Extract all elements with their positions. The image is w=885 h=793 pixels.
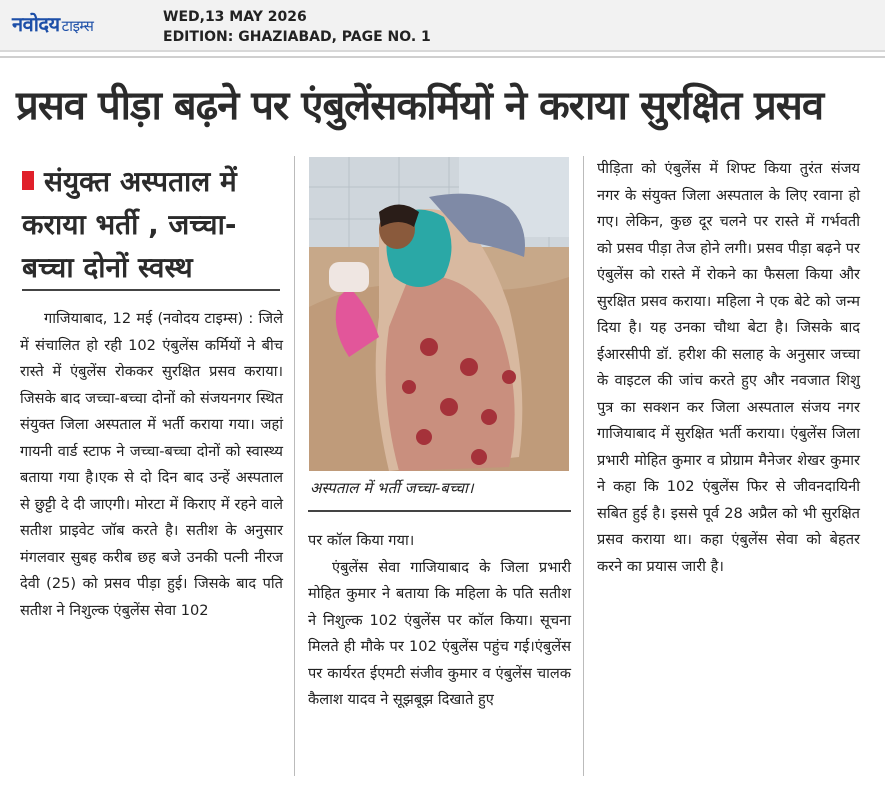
hospital-patient-photo xyxy=(309,157,569,471)
subhead-line-3: बच्चा दोनों स्वस्थ xyxy=(22,251,193,284)
subhead-line-2: कराया भर्ती , जच्चा- xyxy=(22,208,237,241)
logo-sub-text: टाइम्स xyxy=(61,17,94,35)
subhead-line-1: संयुक्त अस्पताल में xyxy=(22,160,282,203)
column-divider-1 xyxy=(294,156,295,776)
epaper-header xyxy=(0,0,885,52)
edition-date: WED,13 MAY 2026 xyxy=(163,9,307,25)
red-square-bullet-icon xyxy=(22,171,34,190)
article-column-1 xyxy=(20,306,283,624)
article-headline: प्रसव पीड़ा बढ़ने पर एंबुलेंसकर्मियों ने कराया सुरक्षित प्रसव xyxy=(16,83,824,129)
column-2-text-a: पर कॉल किया गया। xyxy=(308,532,415,549)
article-column-2 xyxy=(308,528,571,714)
logo-main-text: नवोदय xyxy=(12,12,60,36)
edition-info xyxy=(163,7,431,47)
column-1-text: गाजियाबाद, 12 मई (नवोदय टाइम्स) : जिले में संचालित हो रही 102 एंबुलेंस कर्मियों ने बीच रास्ते में एंबुलेंस रोककर सुरक्षित प्रसव कराया। जिसके बाद जच्चा-बच्चा दोनों को संजयनगर स्थित संयुक्त जिला अस्पताल में भर्ती कराया गया। जहां गायनी वार्ड स्टाफ ने जच्चा-बच्चा दोनों को स्वास्थ्य बताया गया है।एक से दो दिन बाद उन्हें अस्पताल से छुट्टी दे दी जाएगी। मोरटा में किराए में रहने वाले सतीश प्राइवेट जॉब करते है। सतीश के अनुसार मंगलवार सुबह करीब छह बजे उनकी पत्नी नीरज देवी (25) को प्रसव पीड़ा हुई। जिसके बाद पति सतीश ने निशुल्क एंबुलेंस सेवा 102 xyxy=(20,310,283,619)
photo-caption: अस्पताल में भर्ती जच्चा-बच्चा। xyxy=(310,479,474,497)
caption-rule xyxy=(308,510,571,512)
edition-label: EDITION: GHAZIABAD, PAGE NO. 1 xyxy=(163,29,431,45)
newspaper-logo[interactable] xyxy=(12,10,93,37)
article-column-3 xyxy=(597,156,860,580)
column-divider-2 xyxy=(583,156,584,776)
column-3-text: पीड़िता को एंबुलेंस में शिफ्ट किया तुरंत संजय नगर के संयुक्त जिला अस्पताल के लिए रवाना हो गए। लेकिन, कुछ दूर चलने पर रास्ते में गर्भवती को प्रसव पीड़ा तेज होने लगी। प्रसव पीड़ा बढ़ने पर एंबुलेंस को रास्ते में रोकने का फैसला किया और सुरक्षित प्रसव कराया। महिला ने एक बेटे को जन्म दिया है। यह उनका चौथा बेटा है। जिसके बाद ईआरसीपी डॉ. हरीश की सलाह के अनुसार जच्चा के वाइटल की जांच करते हुए और नवजात शिशु पुत्र का सक्शन कर जिला अस्पताल संजय नगर गाजियाबाद में सुरक्षित भर्ती कराया। एंबुलेंस जिला प्रभारी मोहित कुमार व प्रोग्राम मैनेजर शेखर कुमार ने कहा कि 102 एंबुलेंस फिर से जीवनदायिनी सबित हुई है। इससे पूर्व 28 अप्रैल को भी सुरक्षित प्रसव कराया था। कहा एंबुलेंस सेवा को बेहतर करने का प्रयास जारी है। xyxy=(597,160,860,575)
header-divider xyxy=(0,56,885,58)
article-photo xyxy=(309,157,569,471)
subhead-rule xyxy=(22,289,280,291)
column-2-text-b: एंबुलेंस सेवा गाजियाबाद के जिला प्रभारी मोहित कुमार ने बताया कि महिला के पति सतीश ने निशुल्क 102 एंबुलेंस पर कॉल किया। सूचना मिलते ही मौके पर 102 एंबुलेंस पहुंच गई।एंबुलेंस पर कार्यरत ईएमटी संजीव कुमार व एंबुलेंस चालक कैलाश यादव ने सूझबूझ दिखाते हुए xyxy=(308,558,571,708)
article-subheadline xyxy=(22,160,282,289)
